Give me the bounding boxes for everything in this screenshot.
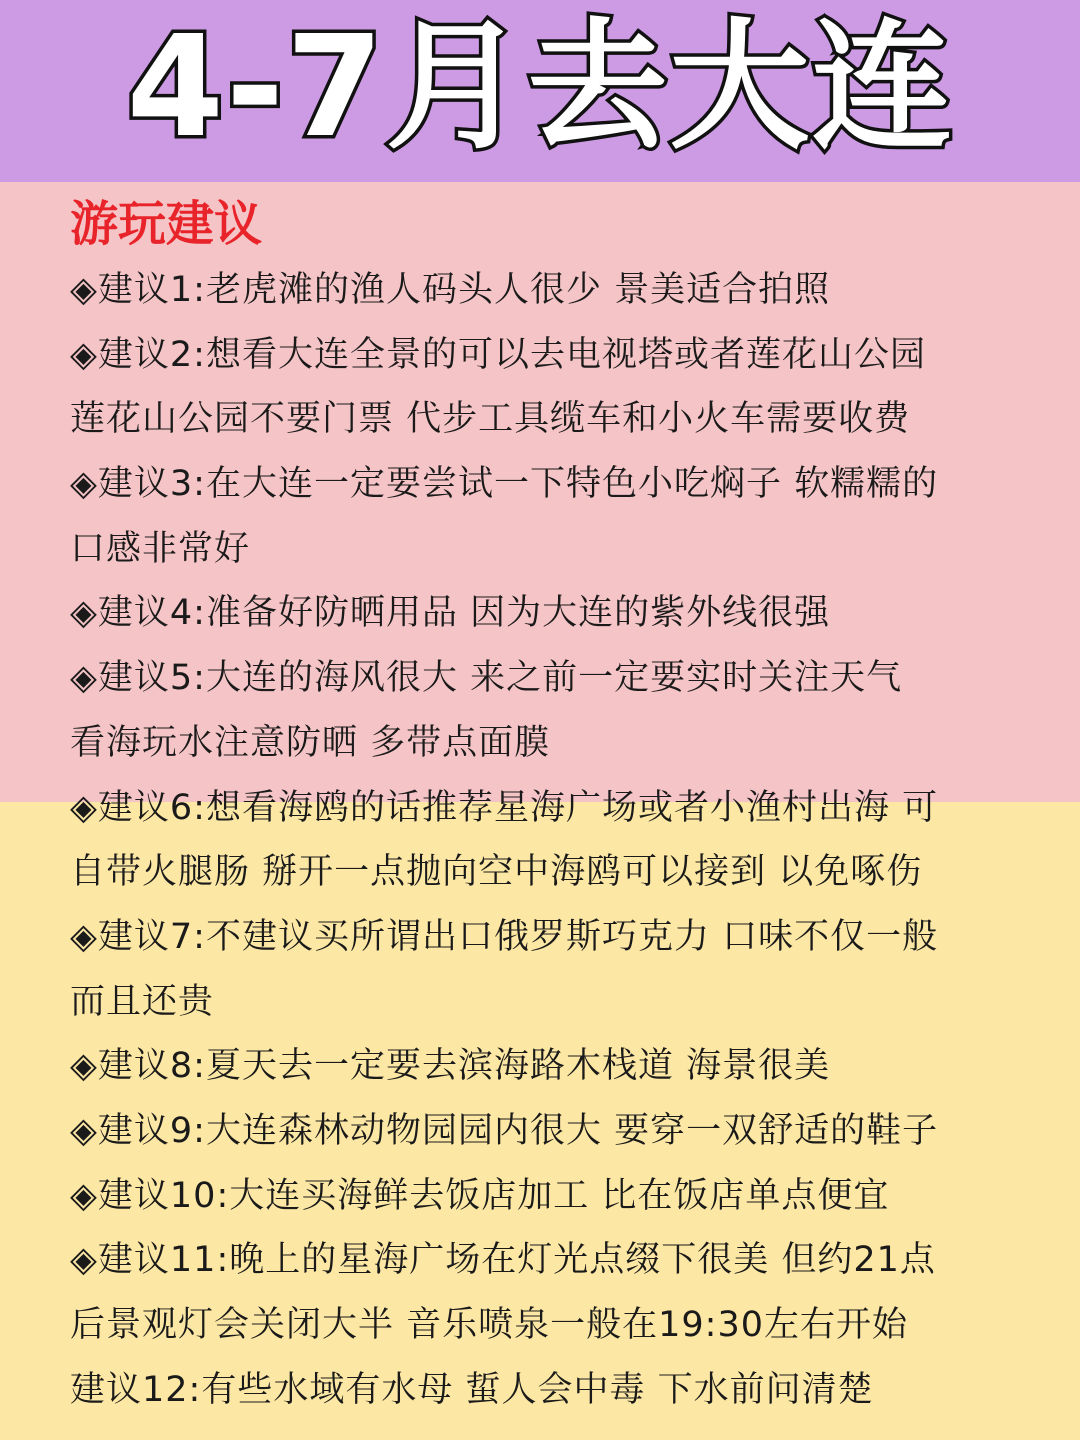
tip-line: ◈建议3:在大连一定要尝试一下特色小吃焖子 软糯糯的 <box>70 464 939 505</box>
tip-line: 自带火腿肠 掰开一点抛向空中海鸥可以接到 以免啄伤 <box>70 852 923 893</box>
tips-list <box>70 258 1020 1422</box>
tip-line: ◈建议6:想看海鸥的话推荐星海广场或者小渔村出海 可 <box>70 787 939 828</box>
tip-line: 后景观灯会关闭大半 音乐喷泉一般在19:30左右开始 <box>70 1305 908 1345</box>
tip-line: ◈建议1:老虎滩的渔人码头人很少 景美适合拍照 <box>70 270 831 310</box>
tip-line: 建议12:有些水域有水母 蜇人会中毒 下水前问清楚 <box>70 1369 874 1410</box>
tip-line: 口感非常好 <box>70 528 251 569</box>
tip-line: ◈建议11:晚上的星海广场在灯光点缀下很美 但约21点 <box>70 1240 936 1281</box>
section-heading: 游玩建议 <box>70 196 263 252</box>
tip-line: ◈建议2:想看大连全景的可以去电视塔或者莲花山公园 <box>70 334 926 375</box>
tip-line: ◈建议4:准备好防晒用品 因为大连的紫外线很强 <box>70 593 831 634</box>
tip-line: ◈建议7:不建议买所谓出口俄罗斯巧克力 口味不仅一般 <box>70 916 939 957</box>
tip-line: ◈建议10:大连买海鲜去饭店加工 比在饭店单点便宜 <box>70 1175 890 1216</box>
tip-line: 而且还贵 <box>70 981 215 1022</box>
tip-line: ◈建议8:夏天去一定要去滨海路木栈道 海景很美 <box>70 1046 831 1087</box>
tip-line: 看海玩水注意防晒 多带点面膜 <box>70 722 551 763</box>
tip-line: ◈建议5:大连的海风很大 来之前一定要实时关注天气 <box>70 658 903 699</box>
tip-line: ◈建议9:大连森林动物园园内很大 要穿一双舒适的鞋子 <box>70 1110 939 1151</box>
page-title: 4-7月去大连 <box>126 6 954 169</box>
tip-line: 莲花山公园不要门票 代步工具缆车和小火车需要收费 <box>70 399 911 440</box>
